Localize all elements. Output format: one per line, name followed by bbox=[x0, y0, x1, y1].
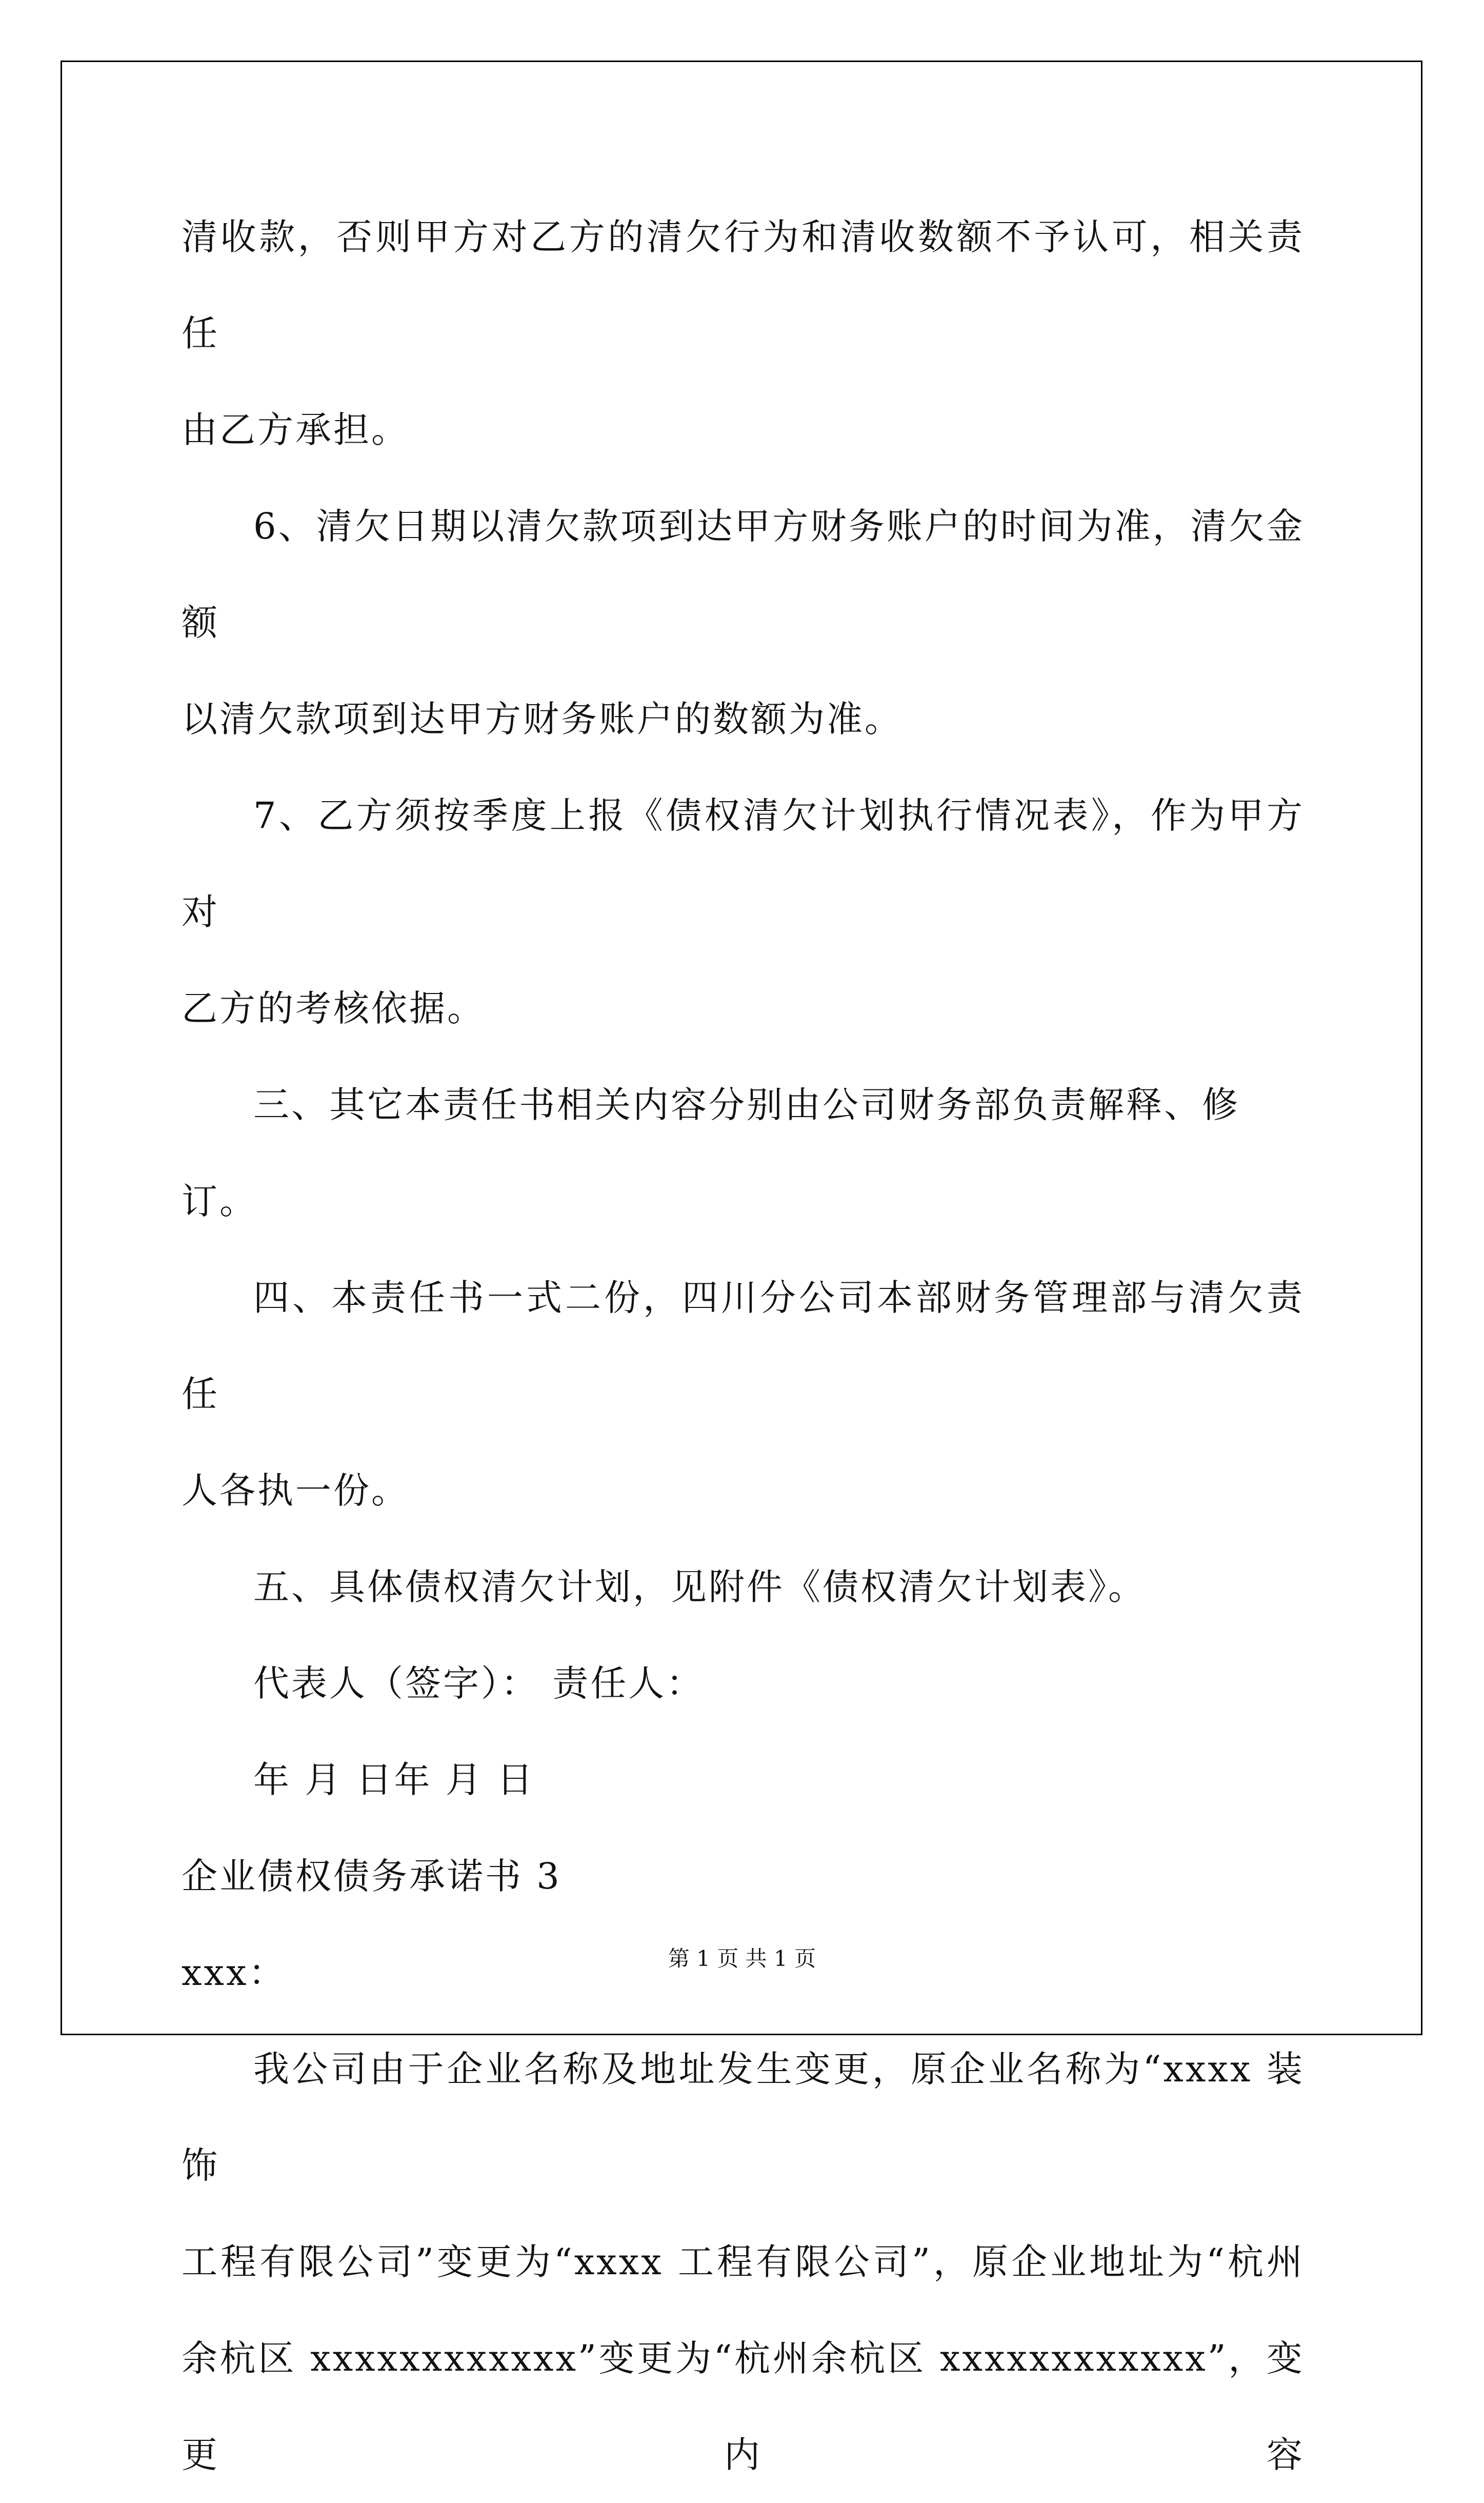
paragraph-line: 清收款，否则甲方对乙方的清欠行为和清收数额不予认可，相关责任 bbox=[182, 216, 1305, 354]
paragraph-line: 余杭区 xxxxxxxxxxxx”变更为“杭州余杭区 xxxxxxxxxxxx”，变更内容 bbox=[182, 2337, 1305, 2476]
paragraph-line: 四、本责任书一式二份，四川分公司本部财务管理部与清欠责任 bbox=[182, 1277, 1305, 1415]
paragraph-line: 人各执一份。 bbox=[182, 1469, 409, 1512]
section-heading: 企业债权债务承诺书 3 bbox=[182, 1855, 561, 1897]
paragraph-line: 我公司由于企业名称及地址发生变更，原企业名称为“xxxx 装饰 bbox=[182, 2048, 1305, 2187]
date-line: 年 月 日年 月 日 bbox=[253, 1759, 535, 1801]
paragraph-line: 6、清欠日期以清欠款项到达甲方财务账户的时间为准，清欠金额 bbox=[182, 505, 1305, 644]
paragraph-line: 由乙方承担。 bbox=[182, 409, 409, 451]
signature-line: 代表人（签字）： 责任人： bbox=[253, 1662, 705, 1704]
document-body bbox=[182, 189, 1305, 2503]
paragraph-line: 工程有限公司”变更为“xxxx 工程有限公司”，原企业地址为“杭州 bbox=[182, 2241, 1305, 2283]
page-number-footer: 第 1 页 共 1 页 bbox=[668, 1946, 816, 1971]
paragraph-line: 乙方的考核依据。 bbox=[182, 987, 485, 1029]
paragraph-line: 7、乙方须按季度上报《债权清欠计划执行情况表》，作为甲方对 bbox=[182, 794, 1305, 933]
paragraph-line: 以清欠款项到达甲方财务账户的数额为准。 bbox=[182, 698, 903, 740]
paragraph-line: 五、具体债权清欠计划，见附件《债权清欠计划表》。 bbox=[253, 1566, 1146, 1608]
addressee: xxx： bbox=[182, 1952, 287, 1994]
paragraph-line: 三、其它本责任书相关内容分别由公司财务部负责解释、修订。 bbox=[182, 1084, 1240, 1222]
